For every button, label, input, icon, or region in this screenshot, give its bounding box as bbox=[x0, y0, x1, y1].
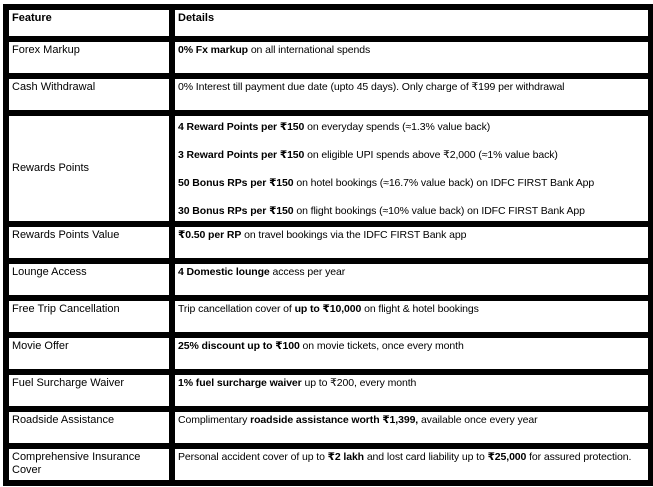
feature-table bbox=[3, 4, 653, 486]
table-row bbox=[6, 446, 651, 483]
details-line: 0% Interest till payment due date (upto 45 days). Only charge of ₹199 per withdrawal bbox=[178, 81, 565, 93]
details-cell bbox=[172, 39, 651, 76]
table-row bbox=[6, 224, 651, 261]
details-line: 1% fuel surcharge waiver up to ₹200, every month bbox=[178, 377, 417, 389]
details-cell bbox=[172, 261, 651, 298]
table-row bbox=[6, 113, 651, 224]
table-row bbox=[6, 261, 651, 298]
feature-cell: Roadside Assistance bbox=[6, 409, 172, 446]
feature-cell: Forex Markup bbox=[6, 39, 172, 76]
details-cell bbox=[172, 409, 651, 446]
table-row bbox=[6, 372, 651, 409]
table-row bbox=[6, 39, 651, 76]
feature-cell: Cash Withdrawal bbox=[6, 76, 172, 113]
details-line: 25% discount up to ₹100 on movie tickets, once every month bbox=[178, 340, 464, 352]
details-cell bbox=[172, 446, 651, 483]
feature-cell: Rewards Points Value bbox=[6, 224, 172, 261]
details-line: Complimentary roadside assistance worth ₹1,399, available once every year bbox=[178, 414, 538, 426]
column-header-feature: Feature bbox=[6, 7, 172, 39]
details-line: 3 Reward Points per ₹150 on eligible UPI spends above ₹2,000 (≈1% value back) bbox=[178, 149, 558, 161]
feature-cell: Fuel Surcharge Waiver bbox=[6, 372, 172, 409]
details-cell bbox=[172, 76, 651, 113]
feature-cell: Comprehensive Insurance Cover bbox=[6, 446, 172, 483]
feature-table-body bbox=[6, 39, 651, 483]
details-line: 0% Fx markup on all international spends bbox=[178, 44, 371, 56]
details-line: 4 Domestic lounge access per year bbox=[178, 266, 346, 278]
details-cell bbox=[172, 372, 651, 409]
feature-cell: Free Trip Cancellation bbox=[6, 298, 172, 335]
table-row bbox=[6, 76, 651, 113]
feature-cell: Lounge Access bbox=[6, 261, 172, 298]
feature-cell: Movie Offer bbox=[6, 335, 172, 372]
details-line: 30 Bonus RPs per ₹150 on flight bookings (≈10% value back) on IDFC FIRST Bank App bbox=[178, 205, 585, 217]
details-line: Personal accident cover of up to ₹2 lakh and lost card liability up to ₹25,000 for assured protection. bbox=[178, 451, 632, 463]
details-cell bbox=[172, 224, 651, 261]
table-row bbox=[6, 298, 651, 335]
details-cell bbox=[172, 113, 651, 224]
details-line: Trip cancellation cover of up to ₹10,000 on flight & hotel bookings bbox=[178, 303, 479, 315]
table-row bbox=[6, 409, 651, 446]
details-line: 50 Bonus RPs per ₹150 on hotel bookings (≈16.7% value back) on IDFC FIRST Bank App bbox=[178, 177, 595, 189]
details-line: 4 Reward Points per ₹150 on everyday spends (≈1.3% value back) bbox=[178, 121, 491, 133]
table-header-row bbox=[6, 7, 651, 39]
details-line: ₹0.50 per RP on travel bookings via the IDFC FIRST Bank app bbox=[178, 229, 467, 241]
details-cell bbox=[172, 335, 651, 372]
table-row bbox=[6, 335, 651, 372]
details-cell bbox=[172, 298, 651, 335]
column-header-details: Details bbox=[172, 7, 651, 39]
feature-cell: Rewards Points bbox=[6, 113, 172, 224]
